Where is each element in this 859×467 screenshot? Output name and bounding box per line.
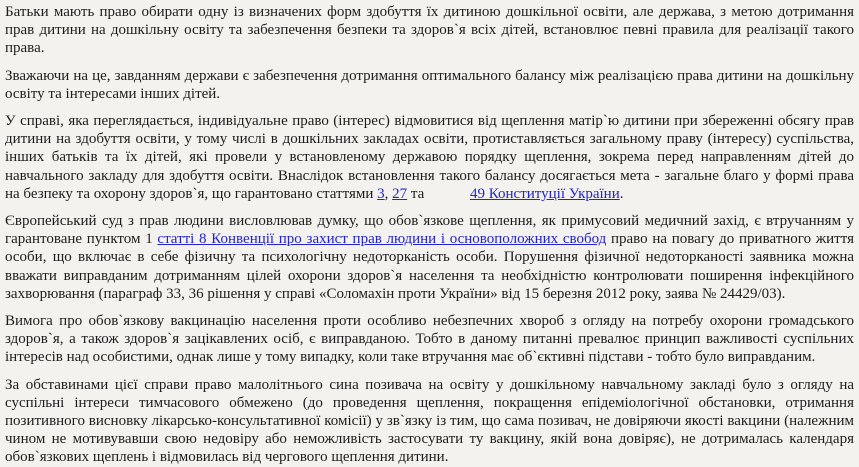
paragraph-text: , (384, 185, 393, 202)
paragraph-text: та (407, 185, 429, 202)
paragraph (5, 3, 854, 58)
link-article-49-constitution[interactable]: 49 Конституції України (470, 185, 620, 202)
link-article-3[interactable]: 3 (377, 185, 385, 202)
paragraph (5, 312, 854, 367)
paragraph-text: Вимога про обов`язкову вакцинацію населення проти особливо небезпечних хвороб з огляду на потребу охорони громадського здоров`я, а також здоров`я зацікавлених осіб, є виправданою. Тобто в даному питанні превалює принцип важливості суспільних інтересів над особистими, однак лише у тому випадку, коли таке втручання має об`єктивні підстави - тобто було виправданим. (5, 313, 854, 366)
link-article-27[interactable]: 27 (392, 185, 408, 202)
paragraph-text: Зважаючи на це, завданням держави є забезпечення дотримання оптимального балансу між реалізацією права дитини на дошкільну освіту та інтересами інших дітей. (5, 67, 854, 102)
paragraph (5, 212, 854, 303)
tab-gap (428, 197, 470, 198)
paragraph-text: Батьки мають право обирати одну із визначених форм здобуття їх дитиною дошкільної освіти, але держава, з метою дотримання прав дитини на дошкільну освіту та забезпечення безпеки та здоров`я всіх дітей, встановлює певні правила для реалізації такого права. (5, 4, 854, 57)
paragraph-text: У справі, яка переглядається, індивідуальне право (інтерес) відмовитися від щеплення матір`ю дитини при збереженні обсягу прав дитини на здобуття освіти, у тому числі в дошкільних закладах освіти, протиставляється загальному праву (інтересу) суспільства, інших батьків та їх дітей, які провели у встановленому державою порядку щеплення, зокрема перед направленням дітей до навчального закладу для здобуття освіти. Внаслідок встановлення такого балансу досягається мета - загальне благо у формі права на безпеку та охорону здоров`я, що гарантовано статтями (5, 113, 854, 202)
paragraph-text: За обставинами цієї справи право малолітнього сина позивача на освіту у дошкільному навчальному закладі було з огляду на суспільні інтереси тимчасового обмежено (до проведення щеплення, покращення епідеміологічної обстановки, отримання позитивного висновку лікарсько-консультативної комісії) у зв`язку із тим, що сама позивач, не довіряючи якості вакцини (належним чином не мотивувавши свою недовіру або неможливість застосувати ту вакцину, якій вона довіряє), не дотрималась календаря обов`язкових щеплень і відмовилась від чергового щеплення дитини. (5, 376, 854, 466)
paragraph-text: Європейський суд з прав людини висловлював думку, що обов`язкове щеплення, як примусовий медичний захід, є втручанням у гарантоване пунктом 1 (5, 213, 854, 248)
paragraph (5, 376, 854, 467)
paragraph-text: . (619, 185, 624, 202)
link-article-8-convention[interactable]: статті 8 Конвенції про захист прав людини і основоположних свобод (157, 231, 607, 248)
paragraph-text: право на повагу до приватного життя особи, що включає в себе фізичну та психологічну недоторканість особи. Порушення фізичної недоторканості заявника можна вважати виправданим дотриманням цілей охорони здоров`я населення та необхідністю контролювати поширення інфекційного захворювання (параграф 33, 36 рішення у справі «Соломахін проти України» від 15 березня 2012 року, заява № 24429/03). (5, 231, 854, 302)
paragraph (5, 112, 854, 203)
paragraph (5, 67, 854, 103)
